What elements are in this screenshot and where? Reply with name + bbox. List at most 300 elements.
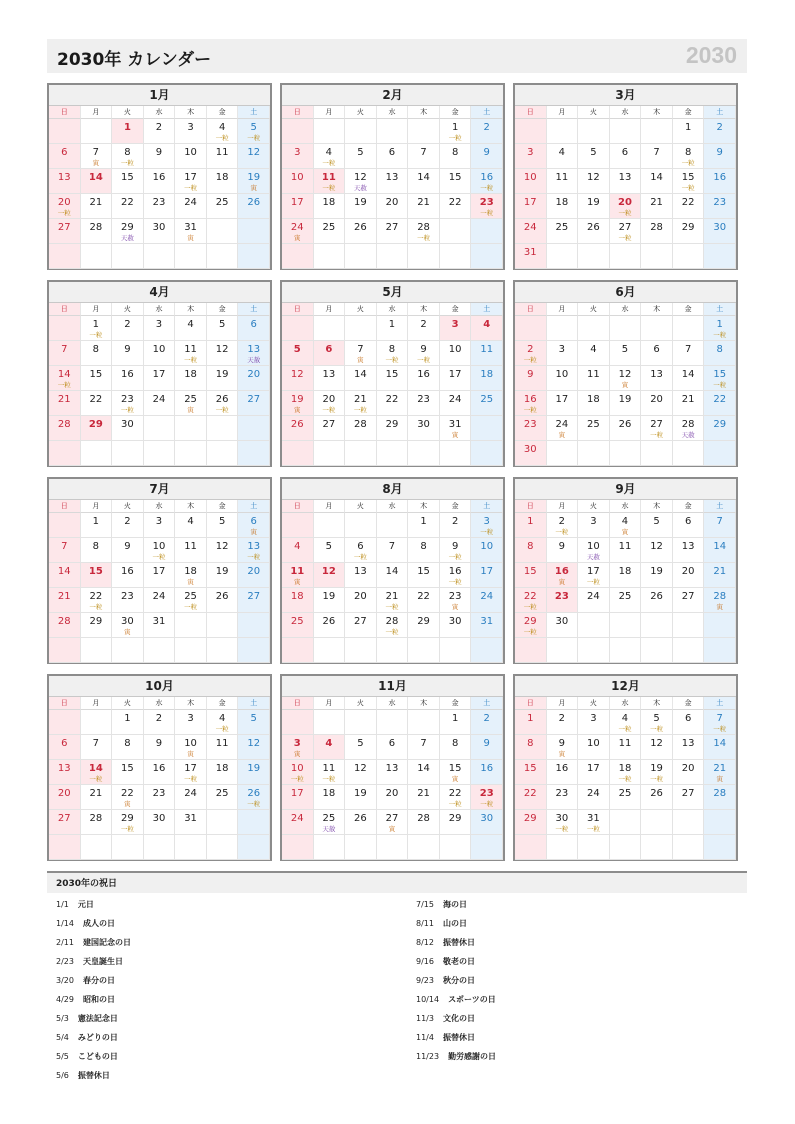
day-number: 26 (215, 394, 229, 405)
day-cell (112, 144, 144, 169)
day-number: 28 (681, 419, 695, 430)
day-number: 11 (215, 738, 229, 749)
day-cell (578, 416, 610, 441)
auspicious-day-label: 寅 (187, 578, 194, 586)
day-grid (515, 500, 736, 663)
day-cell (471, 119, 503, 144)
day-number: 3 (590, 713, 597, 724)
day-number: 21 (681, 394, 695, 405)
holiday-name: 成人の日 (82, 919, 115, 928)
day-number: 12 (247, 147, 261, 158)
day-cell (515, 760, 547, 785)
day-number: 30 (555, 616, 569, 627)
day-number: 30 (121, 616, 134, 627)
day-cell (207, 119, 239, 144)
day-cell (610, 194, 642, 219)
day-cell (175, 735, 207, 760)
day-number: 17 (184, 763, 197, 774)
weekday-header: 金 (673, 697, 705, 710)
holiday-date: 5/6 (56, 1071, 69, 1080)
weekday-header: 月 (314, 106, 346, 119)
day-cell (112, 169, 144, 194)
day-cell (49, 735, 81, 760)
day-cell (515, 735, 547, 760)
day-number: 31 (587, 813, 600, 824)
holiday-date: 11/4 (416, 1033, 434, 1042)
weekday-header: 日 (515, 303, 547, 316)
holiday-name: 振替休日 (77, 1071, 110, 1080)
empty-day-cell (377, 119, 409, 144)
day-cell (144, 760, 176, 785)
day-cell (238, 341, 270, 366)
day-cell (81, 169, 113, 194)
day-number: 18 (618, 566, 632, 577)
day-cell (345, 613, 377, 638)
day-number: 10 (480, 541, 494, 552)
day-number: 20 (247, 369, 261, 380)
day-number: 6 (250, 516, 257, 527)
day-number: 21 (57, 591, 71, 602)
day-number: 16 (152, 172, 166, 183)
auspicious-day-label: 一粒 (448, 134, 462, 142)
day-number: 4 (325, 147, 333, 158)
day-cell (377, 785, 409, 810)
day-cell (471, 391, 503, 416)
day-number: 27 (57, 813, 71, 824)
day-cell (345, 169, 377, 194)
day-cell (144, 169, 176, 194)
empty-day-cell (49, 244, 81, 269)
day-cell (144, 785, 176, 810)
day-number: 17 (290, 788, 304, 799)
weekday-header: 月 (81, 303, 113, 316)
day-number: 18 (322, 788, 336, 799)
day-cell (377, 316, 409, 341)
auspicious-day-label: 一粒 (120, 159, 134, 167)
day-number: 27 (247, 394, 261, 405)
day-cell (207, 316, 239, 341)
day-number: 8 (124, 147, 131, 158)
day-cell (207, 563, 239, 588)
day-number: 17 (290, 197, 304, 208)
day-cell (578, 710, 610, 735)
day-cell (282, 391, 314, 416)
day-cell (207, 366, 239, 391)
auspicious-day-label: 一粒 (480, 800, 494, 808)
day-number: 6 (250, 319, 257, 330)
day-cell (144, 588, 176, 613)
empty-day-cell (207, 244, 239, 269)
empty-day-cell (112, 441, 144, 466)
holiday-date: 11/23 (416, 1052, 440, 1061)
empty-day-cell (175, 244, 207, 269)
empty-day-cell (377, 513, 409, 538)
weekday-header: 水 (377, 697, 409, 710)
day-number: 4 (483, 319, 491, 330)
day-cell (641, 735, 673, 760)
day-cell (238, 785, 270, 810)
day-number: 3 (187, 713, 194, 724)
day-cell (471, 341, 503, 366)
day-number: 20 (385, 197, 399, 208)
auspicious-day-label: 一粒 (650, 775, 664, 783)
day-grid (282, 303, 503, 466)
empty-day-cell (704, 244, 736, 269)
day-cell (673, 710, 705, 735)
empty-day-cell (81, 244, 113, 269)
empty-day-cell (641, 441, 673, 466)
day-number: 26 (290, 419, 304, 430)
day-number: 15 (523, 763, 537, 774)
day-number: 27 (681, 788, 695, 799)
holiday-item (47, 1047, 387, 1066)
day-number: 10 (184, 147, 197, 158)
day-number: 14 (354, 369, 367, 380)
day-cell (578, 538, 610, 563)
day-cell (641, 760, 673, 785)
holiday-name: 振替休日 (442, 938, 475, 947)
day-cell (207, 341, 239, 366)
day-cell (704, 760, 736, 785)
empty-day-cell (578, 638, 610, 663)
day-cell (704, 219, 736, 244)
day-number: 23 (448, 591, 462, 602)
day-number: 13 (385, 763, 399, 774)
day-number: 9 (451, 541, 459, 552)
year-watermark: 2030 (685, 42, 737, 68)
day-number: 6 (325, 344, 333, 355)
day-number: 17 (152, 369, 166, 380)
day-cell (547, 391, 579, 416)
auspicious-day-label: 一粒 (57, 209, 71, 217)
day-cell (408, 735, 440, 760)
day-cell (314, 194, 346, 219)
day-cell (377, 416, 409, 441)
day-number: 24 (448, 394, 462, 405)
day-cell (515, 244, 547, 269)
day-cell (175, 219, 207, 244)
day-number: 12 (321, 566, 336, 577)
day-cell (471, 710, 503, 735)
weekday-header: 土 (238, 697, 270, 710)
empty-day-cell (314, 119, 346, 144)
day-cell (112, 219, 144, 244)
holiday-date: 5/4 (56, 1033, 69, 1042)
day-number: 1 (123, 122, 131, 133)
day-number: 29 (523, 813, 537, 824)
day-cell (81, 735, 113, 760)
day-cell (144, 144, 176, 169)
month-name: 5月 (282, 282, 503, 303)
auspicious-day-label: 一粒 (713, 331, 727, 339)
day-number: 11 (321, 172, 336, 183)
day-cell (238, 760, 270, 785)
day-cell (704, 119, 736, 144)
day-cell (578, 391, 610, 416)
month-name: 11月 (282, 676, 503, 697)
day-number: 3 (451, 319, 459, 330)
day-number: 19 (322, 591, 336, 602)
day-number: 1 (527, 516, 534, 527)
day-number: 14 (57, 369, 71, 380)
day-cell (408, 316, 440, 341)
day-number: 4 (218, 122, 226, 133)
day-number: 29 (681, 222, 695, 233)
holiday-item (47, 895, 387, 914)
day-cell (207, 169, 239, 194)
weekday-header: 火 (345, 697, 377, 710)
day-cell (314, 613, 346, 638)
day-cell (515, 710, 547, 735)
weekday-header: 火 (345, 106, 377, 119)
day-number: 22 (89, 394, 103, 405)
weekday-header: 金 (207, 303, 239, 316)
day-cell (440, 785, 472, 810)
auspicious-day-label: 一粒 (448, 578, 462, 586)
day-cell (112, 119, 144, 144)
auspicious-day-label: 一粒 (480, 528, 494, 536)
day-cell (547, 710, 579, 735)
day-cell (704, 316, 736, 341)
day-number: 7 (420, 738, 427, 749)
day-cell (408, 416, 440, 441)
day-cell (515, 613, 547, 638)
day-number: 26 (650, 591, 663, 602)
day-cell (175, 366, 207, 391)
day-cell (515, 341, 547, 366)
empty-day-cell (641, 119, 673, 144)
day-number: 18 (555, 197, 569, 208)
empty-day-cell (641, 835, 673, 860)
empty-day-cell (471, 441, 503, 466)
day-cell (578, 563, 610, 588)
day-cell (641, 366, 673, 391)
day-cell (207, 513, 239, 538)
day-cell (112, 416, 144, 441)
auspicious-day-label: 一粒 (184, 775, 198, 783)
holiday-name: 振替休日 (442, 1033, 475, 1042)
empty-day-cell (547, 244, 579, 269)
day-number: 1 (388, 319, 396, 330)
day-number: 28 (57, 419, 71, 430)
auspicious-day-label: 寅 (294, 234, 301, 242)
day-number: 3 (294, 147, 301, 158)
day-cell (175, 513, 207, 538)
day-number: 26 (247, 788, 261, 799)
day-number: 23 (555, 788, 569, 799)
day-cell (440, 144, 472, 169)
day-cell (314, 538, 346, 563)
weekday-header: 木 (175, 303, 207, 316)
day-number: 28 (713, 788, 727, 799)
weekday-header: 金 (207, 106, 239, 119)
empty-day-cell (238, 835, 270, 860)
holiday-item (407, 933, 747, 952)
day-number: 19 (215, 369, 229, 380)
day-cell (207, 588, 239, 613)
day-number: 22 (121, 197, 134, 208)
day-number: 14 (57, 566, 71, 577)
month-calendar (513, 674, 738, 861)
day-cell (377, 194, 409, 219)
day-cell (673, 760, 705, 785)
day-cell (314, 735, 346, 760)
day-cell (440, 760, 472, 785)
day-number: 23 (523, 419, 537, 430)
holiday-name: 元日 (77, 900, 94, 909)
day-cell (282, 760, 314, 785)
day-number: 13 (650, 369, 663, 380)
day-cell (610, 169, 642, 194)
empty-day-cell (610, 638, 642, 663)
empty-day-cell (112, 835, 144, 860)
auspicious-day-label: 一粒 (681, 159, 695, 167)
day-cell (175, 391, 207, 416)
holiday-date: 9/23 (416, 976, 434, 985)
day-cell (547, 538, 579, 563)
empty-day-cell (515, 835, 547, 860)
empty-day-cell (314, 316, 346, 341)
day-cell (175, 169, 207, 194)
empty-day-cell (49, 316, 81, 341)
weekday-header: 木 (641, 106, 673, 119)
auspicious-day-label: 一粒 (448, 553, 462, 561)
month-name: 9月 (515, 479, 736, 500)
day-cell (578, 341, 610, 366)
day-cell (238, 366, 270, 391)
day-number: 23 (713, 197, 727, 208)
holiday-name: 憲法記念日 (77, 1014, 118, 1023)
day-number: 13 (681, 738, 695, 749)
day-cell (314, 144, 346, 169)
auspicious-day-label: 寅 (716, 603, 723, 611)
day-number: 29 (88, 419, 103, 430)
month-grid (47, 83, 737, 861)
weekday-header: 木 (408, 303, 440, 316)
day-number: 29 (417, 616, 430, 627)
weekday-header: 土 (471, 697, 503, 710)
day-cell (238, 563, 270, 588)
weekday-header: 水 (610, 697, 642, 710)
day-cell (515, 169, 547, 194)
day-number: 24 (152, 591, 166, 602)
day-cell (282, 144, 314, 169)
day-number: 29 (385, 419, 399, 430)
day-number: 15 (523, 566, 537, 577)
day-number: 23 (121, 394, 134, 405)
empty-day-cell (282, 710, 314, 735)
auspicious-day-label: 寅 (558, 431, 566, 439)
day-cell (440, 119, 472, 144)
day-number: 3 (483, 516, 490, 527)
day-number: 21 (417, 788, 430, 799)
empty-day-cell (345, 638, 377, 663)
weekday-header: 土 (704, 697, 736, 710)
day-cell (144, 219, 176, 244)
day-cell (377, 563, 409, 588)
day-number: 22 (523, 788, 537, 799)
weekday-header: 日 (515, 500, 547, 513)
day-number: 11 (184, 344, 197, 355)
holiday-list-title: 2030年の祝日 (47, 871, 747, 893)
empty-day-cell (81, 710, 113, 735)
empty-day-cell (314, 441, 346, 466)
day-cell (673, 194, 705, 219)
empty-day-cell (610, 835, 642, 860)
day-number: 16 (417, 369, 430, 380)
day-number: 15 (448, 763, 462, 774)
day-number: 9 (155, 738, 163, 749)
day-cell (314, 760, 346, 785)
day-number: 23 (152, 788, 166, 799)
day-cell (377, 810, 409, 835)
day-number: 11 (587, 369, 600, 380)
day-cell (641, 144, 673, 169)
day-number: 20 (354, 591, 367, 602)
day-cell (144, 391, 176, 416)
day-cell (547, 194, 579, 219)
weekday-header: 土 (238, 303, 270, 316)
day-number: 24 (480, 591, 494, 602)
day-cell (610, 785, 642, 810)
day-cell (282, 785, 314, 810)
weekday-header: 日 (282, 303, 314, 316)
day-cell (673, 513, 705, 538)
day-number: 1 (451, 713, 459, 724)
day-cell (144, 538, 176, 563)
day-number: 29 (713, 419, 727, 430)
day-number: 3 (558, 344, 566, 355)
day-cell (175, 538, 207, 563)
day-cell (345, 391, 377, 416)
weekday-header: 火 (578, 500, 610, 513)
day-cell (377, 588, 409, 613)
day-cell (207, 710, 239, 735)
day-number: 28 (89, 813, 103, 824)
day-number: 25 (290, 616, 304, 627)
day-cell (112, 538, 144, 563)
day-cell (238, 735, 270, 760)
auspicious-day-label: 寅 (187, 234, 194, 242)
day-cell (515, 588, 547, 613)
day-cell (440, 810, 472, 835)
day-cell (673, 588, 705, 613)
day-cell (81, 341, 113, 366)
day-number: 12 (650, 541, 663, 552)
day-number: 19 (247, 763, 261, 774)
day-number: 6 (653, 344, 660, 355)
day-cell (282, 219, 314, 244)
day-cell (547, 513, 579, 538)
day-number: 1 (420, 516, 427, 527)
holiday-date: 1/1 (56, 900, 69, 909)
holiday-name: 春分の日 (82, 976, 115, 985)
auspicious-day-label: 一粒 (586, 578, 600, 586)
day-cell (704, 785, 736, 810)
empty-day-cell (345, 835, 377, 860)
empty-day-cell (345, 244, 377, 269)
day-cell (377, 219, 409, 244)
holiday-name: 建国記念の日 (82, 938, 131, 947)
day-cell (610, 588, 642, 613)
day-cell (314, 563, 346, 588)
empty-day-cell (314, 638, 346, 663)
holiday-name: 文化の日 (442, 1014, 475, 1023)
weekday-header: 火 (112, 500, 144, 513)
day-number: 17 (587, 763, 600, 774)
day-number: 10 (587, 738, 600, 749)
day-cell (408, 219, 440, 244)
